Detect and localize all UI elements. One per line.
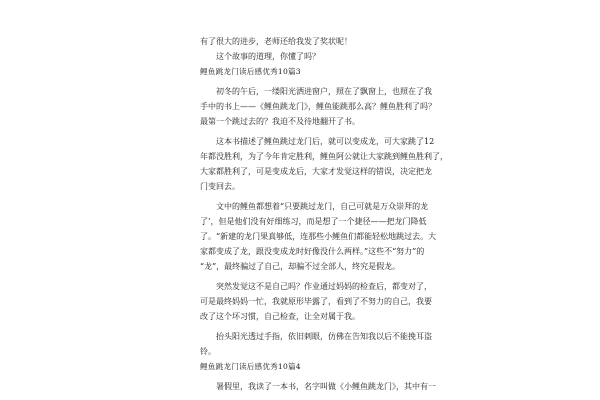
section-heading: 鲤鱼跳龙门读后感优秀10篇3 — [200, 67, 301, 76]
paragraph-line: 这本书描述了鲤鱼跳过龙门后，就可以变成龙，可大家跳了12 — [216, 137, 435, 146]
section-heading: 鲤鱼跳龙门读后感优秀10篇4 — [200, 362, 301, 371]
paragraph-line: “龙”，最终骗过了自己，却骗不过全部人，终究是假龙。 — [200, 262, 401, 271]
paragraph-line: 抬头阳光透过手指，依旧刺眼，仿佛在告知我以后不能挽耳盗 — [216, 332, 432, 341]
paragraph-line: 可是最终妈妈一忙，我就原形毕露了，看到了不努力的自己，我要 — [200, 297, 432, 306]
paragraph-line: 暑假里，我读了一本书，名字叫做《小鲤鱼跳龙门》，其中有一 — [216, 382, 436, 391]
paragraph-line: 铃。 — [200, 347, 216, 356]
paragraph-line: 年都没胜利，为了今年肯定胜利，鲤鱼阿公就让大家跳到鲤鱼胜利了， — [200, 152, 448, 161]
paragraph-line: 大家都胜利了，可是变成龙后，大家才发觉这样的错误，决定把龙 — [200, 167, 432, 176]
paragraph-line: 有了很大的进步，老师还给我发了奖状呢！ — [200, 37, 352, 46]
paragraph-line: 初冬的午后，一缕阳光洒进窗户，照在了飘窗上，也照在了我 — [216, 87, 432, 96]
paragraph-line: 门变回去。 — [200, 182, 240, 191]
paragraph-line: 这个故事的道理，你懂了吗？ — [216, 52, 320, 61]
document-body — [200, 34, 448, 394]
paragraph-line: 改了这个坏习惯，自己检查，让全对属于我。 — [200, 312, 360, 321]
paragraph-line: 了’，但是他们没有好细练习，而是想了一个捷径——把龙门降低 — [200, 217, 427, 226]
paragraph-line: 最第一个跳过去的？我迫不及待地翻开了书。 — [200, 117, 360, 126]
paragraph-line: 家都变成了龙，跟没变成龙时好像没什么两样。”这些不“努力”的 — [200, 247, 425, 256]
paragraph-line: 文中的鲤鱼都想着“只要跳过龙门，自己可就是万众崇拜的龙 — [216, 202, 429, 211]
paragraph-line: 了。“新建的龙门果真够低，连那些小鲤鱼们都能轻松地跳过去。大 — [200, 232, 437, 241]
paragraph-line: 突然发觉这不是自己吗？作业通过妈妈的检查后，都变对了， — [216, 282, 432, 291]
paragraph-line: 手中的书上——《鲤鱼跳龙门》，鲤鱼能跳那么高？鲤鱼胜利了吗？ — [200, 102, 436, 111]
